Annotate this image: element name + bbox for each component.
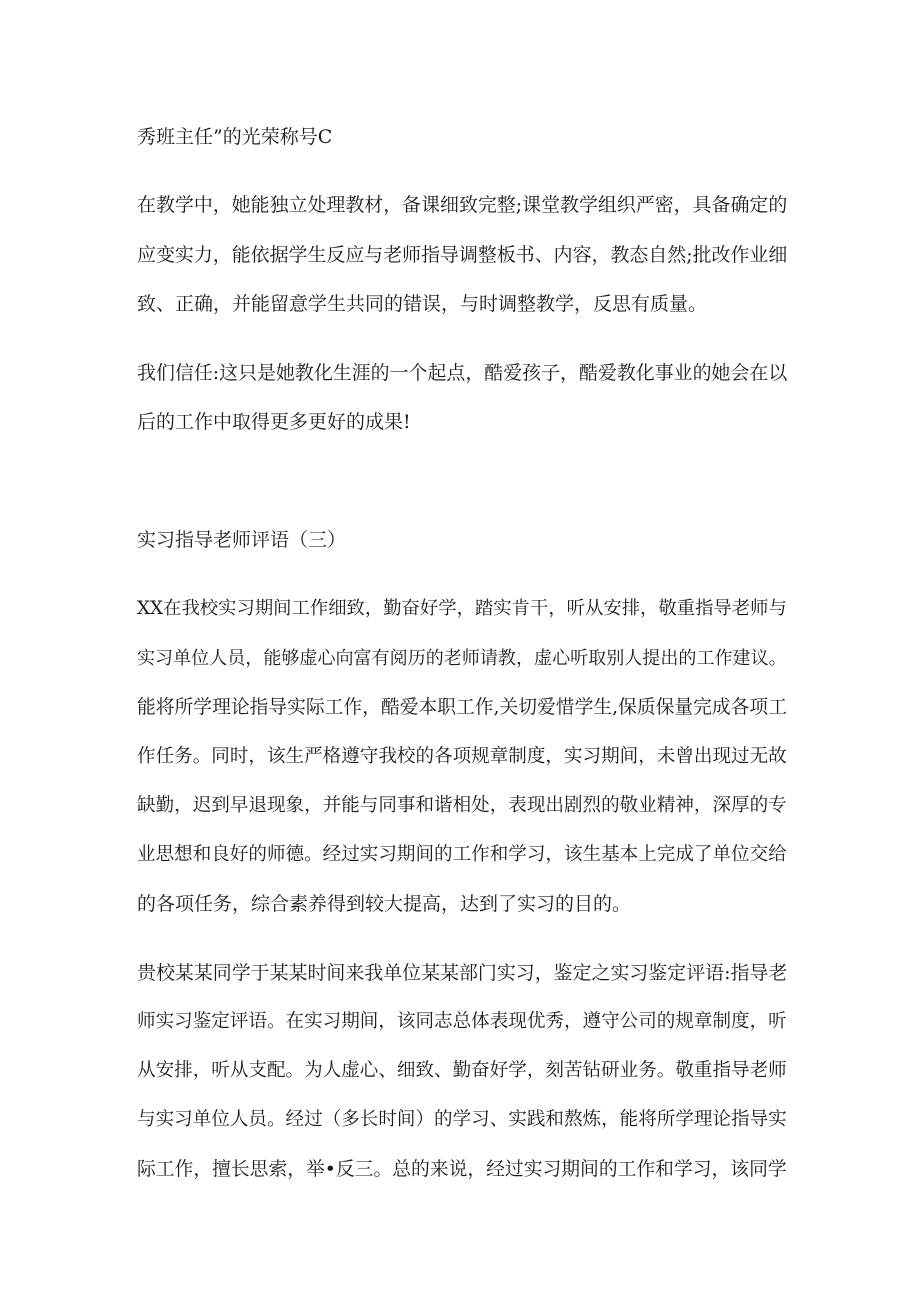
text-line: 从安排，听从支配。为人虚心、细致、勤奋好学，刻苦钻研业务。敬重指导老师	[137, 1060, 787, 1081]
text-line: 后的工作中取得更多更好的成果!	[137, 411, 411, 433]
text-line: 在教学中，她能独立处理教材，备课细致完整;课堂教学组织严密，具备确定的	[137, 194, 788, 216]
text-line: 应变实力，能依据学生反应与老师指导调整板书、内容，教态自然;批改作业细	[137, 244, 788, 266]
text-line: 能将所学理论指导实际工作，酷爱本职工作,关切爱惜学生,保质保量完成各项工	[137, 697, 787, 718]
text-line: 秀班主任”的光荣称号C	[137, 126, 333, 148]
text-line: 业思想和良好的师德。经过实习期间的工作和学习，该生基本上完成了单位交给	[137, 844, 787, 865]
section-heading: 实习指导老师评语（三）	[137, 529, 347, 551]
text-line: 实习单位人员，能够虚心向富有阅历的老师请教，虚心听取别人提出的工作建议。	[137, 648, 787, 669]
text-line: XX在我校实习期间工作细致，勤奋好学，踏实肯干，听从安排，敬重指导老师与	[137, 598, 787, 619]
text-line: 我们信任:这只是她教化生涯的一个起点，酷爱孩子，酷爱教化事业的她会在以	[137, 362, 788, 384]
text-line: 贵校某某同学于某某时间来我单位某某部门实习，鉴定之实习鉴定评语:指导老	[137, 962, 788, 984]
text-line: 与实习单位人员。经过（多长时间）的学习、实践和熬炼，能将所学理论指导实	[137, 1109, 787, 1130]
text-line: 的各项任务，综合素养得到较大提高，达到了实习的目的。	[137, 893, 632, 915]
text-line: 作任务。同时，该生严格遵守我校的各项规章制度，实习期间，未曾出现过无故	[137, 746, 787, 767]
text-line: 致、正确，并能留意学生共同的错误，与时调整教学，反思有质量。	[137, 293, 708, 315]
text-line: 师实习鉴定评语。在实习期间，该同志总体表现优秀，遵守公司的规章制度，听	[137, 1011, 787, 1032]
text-line: 际工作，擅长思索，举•反三。总的来说，经过实习期间的工作和学习，该同学	[137, 1159, 787, 1180]
text-line: 缺勤，迟到早退现象，并能与同事和谐相处，表现出剧烈的敬业精神，深厚的专	[137, 795, 787, 816]
